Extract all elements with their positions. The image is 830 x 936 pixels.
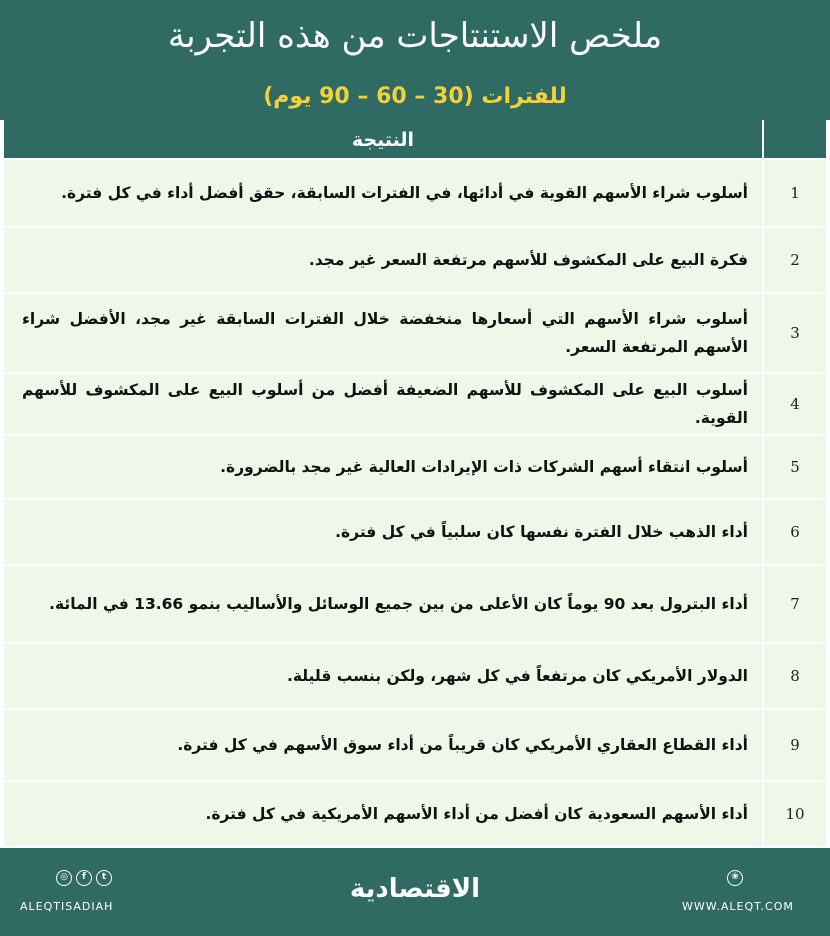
table-header	[4, 120, 826, 160]
row-text: أداء القطاع العقاري الأمريكي كان قريباً من أداء سوق الأسهم في كل فترة.	[177, 736, 748, 754]
conclusions-table	[4, 120, 826, 848]
table-row	[4, 566, 826, 644]
row-number: 6	[762, 500, 826, 564]
table-row	[4, 374, 826, 436]
row-text: أداء البترول بعد 90 يوماً كان الأعلى من بين جميع الوسائل والأساليب بنمو 13.66 في المائة.	[49, 595, 748, 613]
column-header-number	[762, 120, 826, 160]
row-number: 1	[762, 160, 826, 226]
row-number: 10	[762, 782, 826, 846]
row-number: 5	[762, 436, 826, 498]
row-text: أسلوب البيع على المكشوف للأسهم الضعيفة أفضل من أسلوب البيع على المكشوف للأسهم القوية.	[22, 381, 748, 427]
social-handle: ALEQTISADIAH	[20, 900, 114, 913]
table-row	[4, 436, 826, 500]
row-text: أسلوب شراء الأسهم التي أسعارها منخفضة خلال الفترات السابقة غير مجد، الأفضل شراء الأسهم المرتفعة السعر.	[22, 310, 748, 356]
row-number: 2	[762, 228, 826, 292]
row-text: فكرة البيع على المكشوف للأسهم مرتفعة السعر غير مجد.	[308, 251, 748, 269]
row-text: أداء الأسهم السعودية كان أفضل من أداء الأسهم الأمريكية في كل فترة.	[205, 805, 748, 823]
table-row	[4, 710, 826, 782]
row-number: 7	[762, 566, 826, 642]
table-row	[4, 782, 826, 848]
row-number: 4	[762, 374, 826, 434]
globe-icon: ❀	[727, 870, 743, 886]
row-text: أسلوب انتقاء أسهم الشركات ذات الإيرادات العالية غير مجد بالضرورة.	[220, 458, 748, 476]
table-row	[4, 294, 826, 374]
row-number: 9	[762, 710, 826, 780]
column-header-result: النتيجة	[351, 129, 415, 151]
footer-bar	[0, 848, 830, 936]
brand-logo: الاقتصادية	[349, 874, 481, 904]
row-number: 8	[762, 644, 826, 708]
facebook-icon[interactable]: f	[76, 870, 92, 886]
row-text: أسلوب شراء الأسهم القوية في أدائها، في الفترات السابقة، حقق أفضل أداء في كل فترة.	[61, 184, 748, 202]
table-row	[4, 160, 826, 228]
row-number: 3	[762, 294, 826, 372]
website-link[interactable]: WWW.ALEQT.COM	[682, 900, 794, 913]
header-banner	[0, 0, 830, 120]
instagram-icon[interactable]: ◎	[56, 870, 72, 886]
page-subtitle: للفترات (30 – 60 – 90 يوم)	[263, 84, 567, 109]
table-row	[4, 228, 826, 294]
page-title: ملخص الاستنتاجات من هذه التجربة	[167, 16, 663, 56]
row-text: الدولار الأمريكي كان مرتفعاً في كل شهر، ولكن بنسب قليلة.	[286, 667, 748, 685]
twitter-icon[interactable]: t	[96, 870, 112, 886]
table-row	[4, 644, 826, 710]
row-text: أداء الذهب خلال الفترة نفسها كان سلبياً في كل فترة.	[335, 523, 748, 541]
table-row	[4, 500, 826, 566]
